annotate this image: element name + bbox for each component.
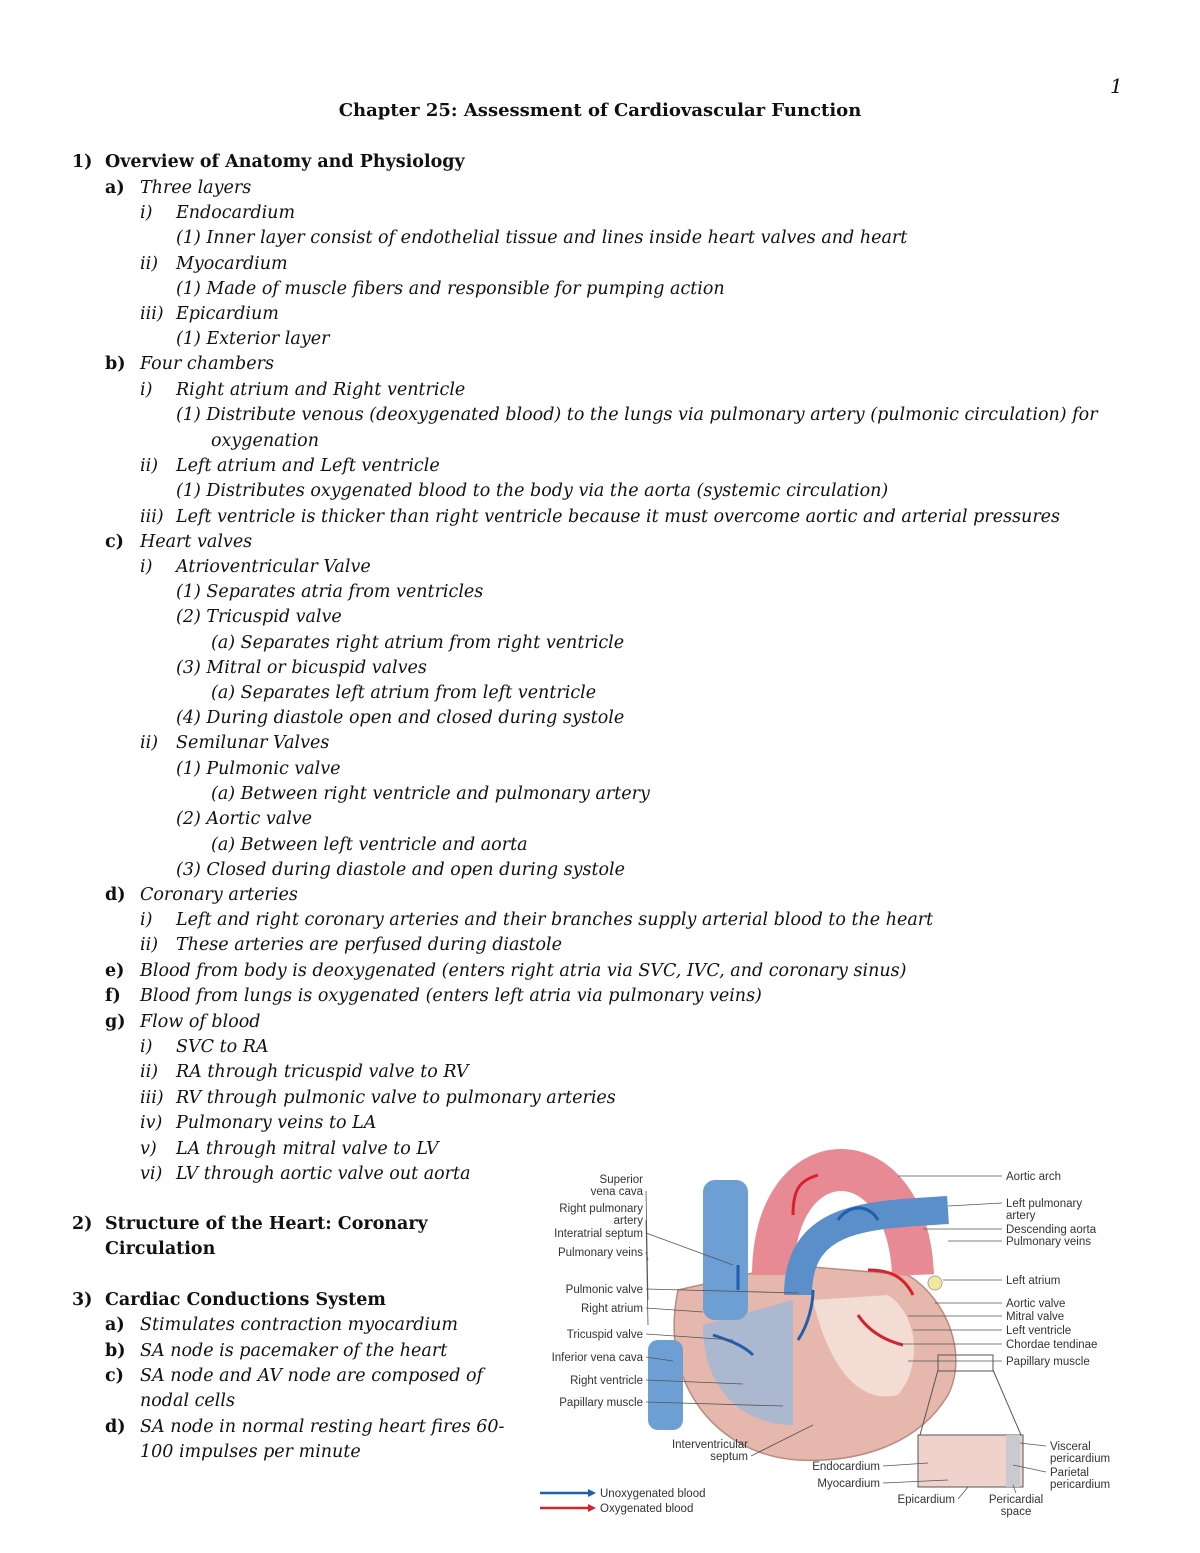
outline-text: LA through mitral valve to LV — [176, 1139, 439, 1159]
inset-label: space — [1000, 1506, 1032, 1518]
outline-line — [176, 327, 329, 351]
outline-label: iii) — [140, 304, 164, 324]
inferior-vena-cava — [648, 1340, 683, 1430]
outline-text: Structure of the Heart: Coronary — [105, 1214, 428, 1234]
outline-text: Stimulates contraction myocardium — [140, 1315, 458, 1335]
outline-line — [176, 479, 888, 503]
outline-line — [176, 706, 624, 730]
outline-line — [176, 277, 725, 301]
outline-text: (a) Separates left atrium from left ventricle — [211, 683, 597, 703]
outline-text: SA node is pacemaker of the heart — [140, 1341, 448, 1361]
outline-label: vi) — [140, 1164, 163, 1184]
outline-label: i) — [140, 1037, 153, 1057]
outline-text: (4) During diastole open and closed during systole — [176, 708, 625, 728]
diagram-label-left: vena cava — [590, 1186, 643, 1198]
outline-line — [176, 656, 427, 680]
diagram-label-left: septum — [710, 1451, 748, 1463]
outline-label: ii) — [140, 1062, 159, 1082]
diagram-label-right: Descending aorta — [1006, 1224, 1097, 1236]
outline-text: (1) Pulmonic valve — [176, 759, 341, 779]
outline-label: ii) — [140, 254, 159, 274]
outline-text: LV through aortic valve out aorta — [176, 1164, 471, 1184]
outline-text: (1) Made of muscle fibers and responsible for pumping action — [176, 279, 725, 299]
outline-line — [176, 580, 483, 604]
outline-text: oxygenation — [211, 431, 319, 451]
diagram-label-left: Right atrium — [581, 1303, 643, 1315]
inset-label: pericardium — [1050, 1453, 1111, 1465]
outline-line — [140, 302, 279, 326]
outline-text: (2) Tricuspid valve — [176, 607, 342, 627]
outline-text: (1) Inner layer consist of endothelial tissue and lines inside heart valves and heart — [176, 228, 908, 248]
diagram-label-right: Papillary muscle — [1006, 1356, 1090, 1368]
diagram-label-left: Interventricular — [671, 1439, 748, 1451]
outline-line — [211, 429, 319, 453]
outline-line — [105, 984, 762, 1008]
inset-label: pericardium — [1050, 1479, 1111, 1491]
page-number: 1 — [1110, 74, 1123, 98]
outline-line — [140, 1086, 616, 1110]
outline-line — [140, 378, 466, 402]
outline-label: iii) — [140, 507, 164, 527]
outline-line — [140, 1035, 269, 1059]
outline-line — [140, 731, 330, 755]
outline-line — [105, 1237, 215, 1261]
diagram-label-left: Inferior vena cava — [551, 1352, 643, 1364]
legend-unoxygenated: Unoxygenated blood — [600, 1488, 706, 1500]
outline-line — [105, 959, 907, 983]
outline-line — [211, 631, 624, 655]
outline-text: (1) Separates atria from ventricles — [176, 582, 484, 602]
outline-label: a) — [105, 1315, 125, 1335]
inset-label: Myocardium — [817, 1478, 880, 1490]
diagram-label-right: Chordae tendinae — [1006, 1339, 1098, 1351]
superior-vena-cava — [703, 1180, 748, 1320]
outline-label: v) — [140, 1139, 157, 1159]
outline-label: ii) — [140, 456, 159, 476]
outline-text: Left atrium and Left ventricle — [176, 456, 440, 476]
outline-text: (a) Between right ventricle and pulmonary artery — [211, 784, 650, 804]
outline-text: Four chambers — [140, 354, 274, 374]
outline-line — [211, 782, 650, 806]
outline-line — [140, 1389, 235, 1413]
outline-line — [176, 403, 1098, 427]
outline-line — [140, 1060, 469, 1084]
diagram-label-right: Mitral valve — [1006, 1311, 1065, 1323]
outline-label: 3) — [72, 1290, 93, 1310]
outline-line — [105, 1415, 505, 1439]
inset-label: Epicardium — [897, 1494, 955, 1506]
outline-label: 1) — [72, 152, 93, 172]
outline-line — [140, 252, 288, 276]
outline-line — [176, 757, 341, 781]
inset-label: Parietal — [1050, 1467, 1089, 1479]
outline-text: Epicardium — [176, 304, 279, 324]
outline-label: e) — [105, 961, 125, 981]
outline-line — [176, 226, 907, 250]
outline-text: Right atrium and Right ventricle — [176, 380, 466, 400]
outline-line — [176, 605, 342, 629]
diagram-label-right: artery — [1006, 1210, 1036, 1222]
outline-text: (2) Aortic valve — [176, 809, 313, 829]
diagram-label-right: Left atrium — [1006, 1275, 1061, 1287]
outline-line — [176, 858, 625, 882]
outline-line — [140, 555, 371, 579]
outline-line — [105, 1313, 458, 1337]
diagram-label-right: Left pulmonary — [1006, 1198, 1083, 1210]
aortic-valve-ring — [928, 1276, 942, 1290]
diagram-label-right: Pulmonary veins — [1006, 1236, 1092, 1248]
outline-line — [140, 201, 296, 225]
outline-line — [211, 833, 528, 857]
outline-label: a) — [105, 178, 125, 198]
outline-text: Left and right coronary arteries and their branches supply arterial blood to the heart — [176, 910, 934, 930]
diagram-label-left: Pulmonary veins — [557, 1247, 643, 1259]
leader-line — [948, 1203, 1002, 1206]
legend-oxygenated: Oxygenated blood — [600, 1503, 694, 1515]
outline-text: SVC to RA — [176, 1037, 269, 1057]
outline-line — [105, 883, 298, 907]
diagram-label-left: Papillary muscle — [559, 1397, 643, 1409]
outline-text: (3) Mitral or bicuspid valves — [176, 658, 427, 678]
diagram-label-left: Right pulmonary — [559, 1203, 643, 1215]
diagram-label-left: Interatrial septum — [554, 1228, 643, 1240]
outline-text: (1) Exterior layer — [176, 329, 330, 349]
inset-label: Visceral — [1050, 1441, 1091, 1453]
outline-text: 100 impulses per minute — [140, 1442, 361, 1462]
outline-line — [140, 505, 1061, 529]
outline-text: Myocardium — [176, 254, 288, 274]
diagram-label-right: Aortic valve — [1006, 1298, 1066, 1310]
outline-label: c) — [105, 532, 124, 552]
outline-text: These arteries are perfused during diastole — [176, 935, 562, 955]
outline-line — [105, 530, 253, 554]
diagram-label-right: Aortic arch — [1006, 1171, 1061, 1183]
outline-text: SA node in normal resting heart fires 60- — [140, 1417, 505, 1437]
outline-text: (3) Closed during diastole and open during systole — [176, 860, 625, 880]
inset-label: Pericardial — [988, 1494, 1044, 1506]
page-title: Chapter 25: Assessment of Cardiovascular Function — [338, 100, 862, 121]
outline-text: Left ventricle is thicker than right ventricle because it must overcome aortic and arterial pressures — [176, 507, 1061, 527]
outline-text: Flow of blood — [140, 1012, 261, 1032]
outline-text: Pulmonary veins to LA — [176, 1113, 377, 1133]
outline-label: b) — [105, 1341, 126, 1361]
diagram-label-left: Pulmonic valve — [565, 1284, 643, 1296]
outline-label: i) — [140, 203, 153, 223]
outline-text: (a) Separates right atrium from right ventricle — [211, 633, 625, 653]
outline-line — [140, 1111, 377, 1135]
outline-label: b) — [105, 354, 126, 374]
outline-label: i) — [140, 380, 153, 400]
outline-label: d) — [105, 885, 126, 905]
outline-text: Cardiac Conductions System — [105, 1290, 386, 1310]
outline-text: RA through tricuspid valve to RV — [176, 1062, 469, 1082]
outline-label: iv) — [140, 1113, 163, 1133]
outline-text: Circulation — [105, 1239, 216, 1259]
outline-label: iii) — [140, 1088, 164, 1108]
outline-line — [72, 1212, 428, 1236]
outline-text: SA node and AV node are composed of — [140, 1366, 483, 1386]
outline-text: Atrioventricular Valve — [176, 557, 371, 577]
diagram-label-left: Superior — [599, 1174, 643, 1186]
outline-text: nodal cells — [140, 1391, 235, 1411]
inset-label: Endocardium — [812, 1461, 880, 1473]
outline-line — [176, 807, 312, 831]
outline-label: c) — [105, 1366, 124, 1386]
heart-diagram — [528, 1125, 1128, 1520]
outline-text: (1) Distributes oxygenated blood to the body via the aorta (systemic circulation) — [176, 481, 889, 501]
outline-label: 2) — [72, 1214, 93, 1234]
outline-line — [140, 1440, 361, 1464]
outline-text: Coronary arteries — [140, 885, 298, 905]
outline-text: (1) Distribute venous (deoxygenated blood) to the lungs via pulmonary artery (pulmonic circulation) for — [176, 405, 1098, 425]
outline-text: (a) Between left ventricle and aorta — [211, 835, 528, 855]
outline-line — [211, 681, 596, 705]
pericardium-strip — [1006, 1435, 1020, 1487]
diagram-label-left: Tricuspid valve — [566, 1329, 643, 1341]
outline-text: Blood from lungs is oxygenated (enters left atria via pulmonary veins) — [140, 986, 762, 1006]
outline-line — [140, 933, 562, 957]
diagram-label-left: artery — [613, 1215, 643, 1227]
outline-line — [140, 1162, 471, 1186]
outline-text: Endocardium — [176, 203, 296, 223]
outline-line — [140, 908, 934, 932]
outline-label: g) — [105, 1012, 126, 1032]
leader-line — [958, 1487, 968, 1499]
outline-line — [105, 1364, 483, 1388]
outline-line — [140, 454, 440, 478]
outline-text: Semilunar Valves — [176, 733, 330, 753]
outline-line — [72, 150, 465, 174]
outline-text: RV through pulmonic valve to pulmonary arteries — [176, 1088, 616, 1108]
outline-label: i) — [140, 557, 153, 577]
outline-line — [105, 1339, 448, 1363]
outline-text: Heart valves — [140, 532, 253, 552]
outline-line — [105, 1010, 261, 1034]
outline-label: ii) — [140, 935, 159, 955]
outline-line — [72, 1288, 386, 1312]
outline-line — [140, 1137, 439, 1161]
outline-line — [105, 352, 274, 376]
outline-text: Overview of Anatomy and Physiology — [105, 152, 465, 172]
diagram-label-right: Left ventricle — [1006, 1325, 1072, 1337]
outline-text: Three layers — [140, 178, 252, 198]
diagram-label-left: Right ventricle — [570, 1375, 643, 1387]
leader-line — [1020, 1443, 1046, 1446]
outline-label: d) — [105, 1417, 126, 1437]
outline-label: i) — [140, 910, 153, 930]
outline-line — [105, 176, 252, 200]
outline-label: ii) — [140, 733, 159, 753]
outline-label: f) — [105, 986, 121, 1006]
outline-text: Blood from body is deoxygenated (enters right atria via SVC, IVC, and coronary sinus) — [140, 961, 907, 981]
